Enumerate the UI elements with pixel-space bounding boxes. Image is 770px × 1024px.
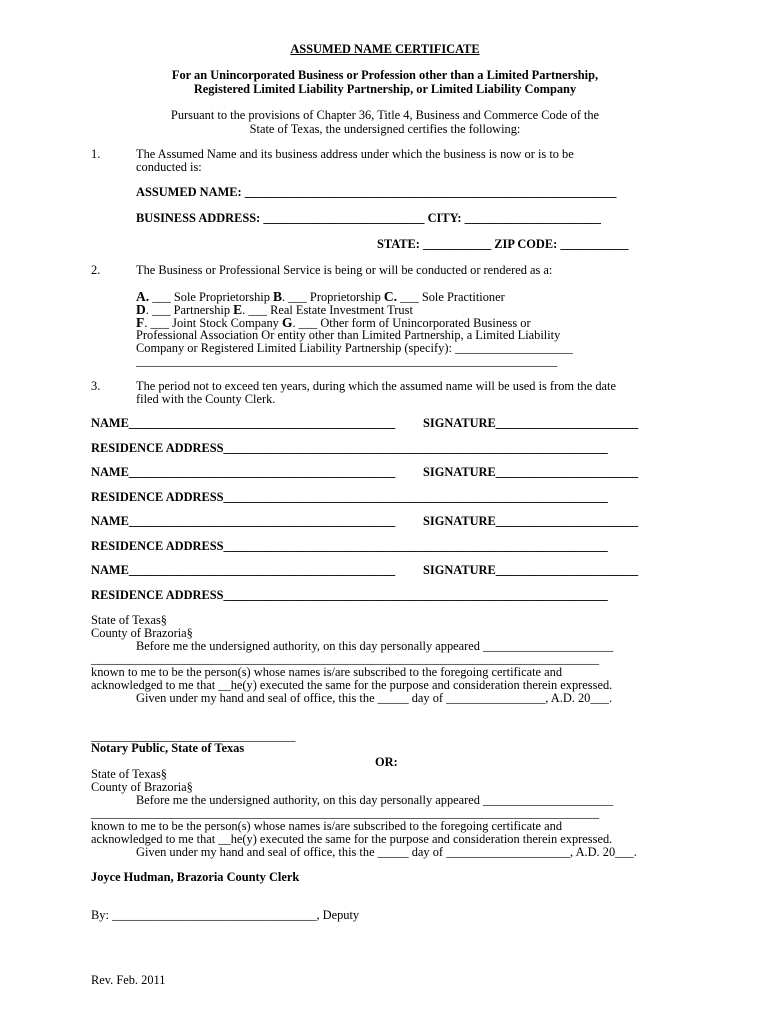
- option-g-text-line-2: Professional Association Or entity other than Limited Partnership, a Limited Liability: [136, 328, 561, 342]
- revision-date: Rev. Feb. 2011: [91, 973, 166, 987]
- subtitle-line-2: Registered Limited Liability Partnership, or Limited Liability Company: [193, 82, 577, 96]
- option-d-label: . ___ Partnership: [145, 303, 234, 317]
- option-d-letter: D: [136, 302, 146, 317]
- signer-2-residence-field[interactable]: RESIDENCE ADDRESS______________________________________________________________: [91, 490, 608, 504]
- notary-2-given-field[interactable]: Given under my hand and seal of office, this the _____ day of ____________________, A.D. 20___.: [136, 845, 637, 859]
- signer-4-name-field[interactable]: NAME___________________________________________: [91, 563, 396, 577]
- notary-2-county: County of Brazoria§: [91, 780, 193, 794]
- option-b-letter: B: [273, 289, 283, 304]
- preamble-line-1: Pursuant to the provisions of Chapter 36, Title 4, Business and Commerce Code of the: [170, 108, 600, 122]
- option-f-label: . ___ Joint Stock Company: [144, 316, 282, 330]
- signer-2-signature-field[interactable]: SIGNATURE_______________________: [423, 465, 639, 479]
- business-type-options-row-2[interactable]: [136, 303, 413, 317]
- notary-signature-line[interactable]: _________________________________: [91, 729, 296, 743]
- section-1-text-line-1: The Assumed Name and its business address under which the business is now or is to be: [136, 147, 574, 161]
- signer-3-residence-field[interactable]: RESIDENCE ADDRESS______________________________________________________________: [91, 539, 608, 553]
- subtitle-line-1: For an Unincorporated Business or Profession other than a Limited Partnership,: [171, 68, 599, 82]
- option-g-specify-field[interactable]: Company or Registered Limited Liability Partnership (specify): ___________________: [136, 341, 573, 355]
- notary-1-appeared-field[interactable]: Before me the undersigned authority, on this day personally appeared _____________________: [136, 639, 614, 653]
- option-e-label: . ___ Real Estate Investment Trust: [242, 303, 413, 317]
- notary-public-title: Notary Public, State of Texas: [91, 741, 245, 755]
- option-a-label: ___ Sole Proprietorship: [149, 290, 274, 304]
- section-3-text-line-1: The period not to exceed ten years, during which the assumed name will be used is from the date: [136, 379, 616, 393]
- county-clerk-name: Joyce Hudman, Brazoria County Clerk: [91, 870, 300, 884]
- preamble-line-2: State of Texas, the undersigned certifies the following:: [249, 122, 521, 136]
- option-c-letter: C.: [383, 289, 398, 304]
- signer-2-name-field[interactable]: NAME___________________________________________: [91, 465, 396, 479]
- notary-2-known-line-2: acknowledged to me that __he(y) executed the same for the purpose and consideration therein expressed.: [91, 832, 613, 846]
- signer-1-residence-field[interactable]: RESIDENCE ADDRESS______________________________________________________________: [91, 441, 608, 455]
- notary-1-county: County of Brazoria§: [91, 626, 193, 640]
- assumed-name-field[interactable]: ASSUMED NAME: ____________________________________________________________: [136, 185, 617, 199]
- business-type-options-row-1[interactable]: [136, 290, 505, 304]
- signer-3-name-field[interactable]: NAME___________________________________________: [91, 514, 396, 528]
- deputy-signature-field[interactable]: By: _________________________________, Deputy: [91, 908, 360, 922]
- notary-1-appeared-blank[interactable]: __________________________________________________________________________________: [91, 652, 600, 666]
- notary-1-known-line-1: known to me to be the person(s) whose names is/are subscribed to the foregoing certificate and: [91, 665, 563, 679]
- section-1-text-line-2: conducted is:: [136, 160, 202, 174]
- notary-2-known-line-1: known to me to be the person(s) whose names is/are subscribed to the foregoing certificate and: [91, 819, 563, 833]
- notary-1-known-line-2: acknowledged to me that __he(y) executed the same for the purpose and consideration therein expressed.: [91, 678, 613, 692]
- option-a-letter: A.: [136, 289, 150, 304]
- document-title: ASSUMED NAME CERTIFICATE: [290, 42, 480, 56]
- section-3-number: 3.: [91, 379, 101, 393]
- option-f-letter: F: [136, 315, 145, 330]
- section-2-number: 2.: [91, 263, 101, 277]
- notary-1-given-field[interactable]: Given under my hand and seal of office, this the _____ day of ________________, A.D. 20___.: [136, 691, 613, 705]
- section-3-text-line-2: filed with the County Clerk.: [136, 392, 276, 406]
- notary-1-state: State of Texas§: [91, 613, 167, 627]
- signer-1-name-field[interactable]: NAME___________________________________________: [91, 416, 396, 430]
- section-2-text-line-1: The Business or Professional Service is being or will be conducted or rendered as a:: [136, 263, 553, 277]
- or-label: OR:: [375, 755, 398, 769]
- notary-2-state: State of Texas§: [91, 767, 167, 781]
- option-g-label: . ___ Other form of Unincorporated Business or: [292, 316, 531, 330]
- option-e-letter: E: [233, 302, 243, 317]
- notary-2-appeared-field[interactable]: Before me the undersigned authority, on this day personally appeared _____________________: [136, 793, 614, 807]
- state-zip-field[interactable]: STATE: ___________ ZIP CODE: ___________: [377, 237, 629, 251]
- business-address-city-field[interactable]: BUSINESS ADDRESS: __________________________ CITY: ______________________: [136, 211, 601, 225]
- notary-2-appeared-blank[interactable]: __________________________________________________________________________________: [91, 806, 600, 820]
- signer-3-signature-field[interactable]: SIGNATURE_______________________: [423, 514, 639, 528]
- signer-4-residence-field[interactable]: RESIDENCE ADDRESS______________________________________________________________: [91, 588, 608, 602]
- option-g-letter: G: [281, 315, 293, 330]
- signer-4-signature-field[interactable]: SIGNATURE_______________________: [423, 563, 639, 577]
- option-b-label: . ___ Proprietorship: [282, 290, 384, 304]
- section-1-number: 1.: [91, 147, 101, 161]
- option-g-specify-blank[interactable]: ____________________________________________________________________: [136, 354, 558, 368]
- option-c-label: ___ Sole Practitioner: [397, 290, 505, 304]
- signer-1-signature-field[interactable]: SIGNATURE_______________________: [423, 416, 639, 430]
